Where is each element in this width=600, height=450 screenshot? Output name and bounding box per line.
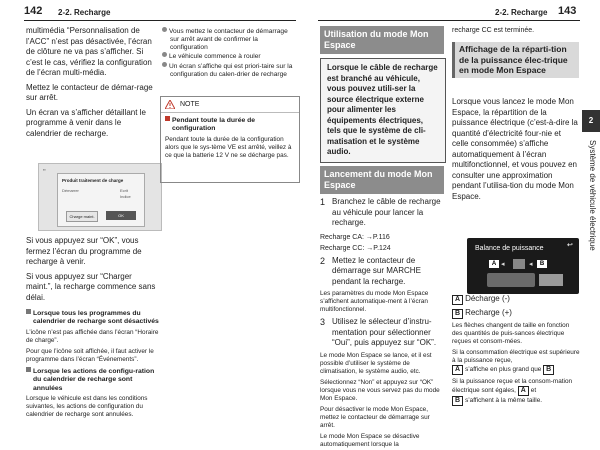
paragraph: Le mode Mon Espace se désactive automatiquement lorsque la bbox=[320, 432, 420, 448]
bullet-item: Le véhicule commence à rouler bbox=[162, 52, 296, 61]
paragraph: Si la consommation électrique est supérieure à la puissance reçue, bbox=[452, 349, 580, 364]
intro-box: Lorsque le câble de recharge est branché au véhicule, vous pouvez utili-ser la source électrique externe pour alimenter les équipements électriques, tels que le système de cli-matisation et le système audio. bbox=[320, 58, 446, 163]
column-2 bbox=[162, 27, 296, 80]
recharge-arrow-icon: ◂ bbox=[529, 261, 533, 268]
square-bullet-icon bbox=[26, 309, 31, 314]
label-b-box: B bbox=[543, 365, 554, 375]
legend-a: A Décharge (-) bbox=[452, 294, 580, 305]
label-b-box: B bbox=[452, 396, 463, 406]
left-page-number: 142 bbox=[24, 5, 43, 17]
note-heading: Pendant toute la durée de configuration bbox=[161, 113, 299, 134]
paragraph: Si vous appuyez sur “Charger maint.”, la recharge commence sans délai. bbox=[26, 271, 156, 302]
car-icon bbox=[487, 273, 535, 287]
paragraph: Si vous appuyez sur “OK”, vous fermez l’écran du programme de recharge à venir. bbox=[26, 236, 142, 266]
legend-b: B Recharge (+) bbox=[452, 308, 580, 319]
bullet-dot-icon bbox=[162, 52, 167, 57]
charge-schedule-screen bbox=[38, 163, 162, 231]
paragraph: Un écran va s’afficher détaillant le programme à venir dans le calendrier de recharge. bbox=[26, 107, 146, 138]
paragraph-inline: A s’affiche en plus grand que B bbox=[452, 365, 580, 375]
label-a: A bbox=[489, 260, 499, 268]
note-body: Pendant toute la durée de la configuration alors que le sys-tème VE est arrêté, veillez à ce que la batterie 12 V ne se décharge pas. bbox=[165, 135, 292, 159]
bullet-item: Vous mettez le contacteur de démarrage sur arrêt avant de confirmer la configuration bbox=[162, 27, 296, 51]
paragraph: Mettez le contacteur de démar-rage sur arrêt. bbox=[26, 82, 153, 102]
left-header-rule bbox=[24, 20, 296, 21]
subheading-config-cancelled: Lorsque les actions de configu-ration du calendrier de recharge sont annulées bbox=[26, 367, 160, 393]
paragraph: recharge CC est terminée. bbox=[452, 27, 535, 34]
back-icon[interactable]: ↩ bbox=[567, 242, 573, 249]
paragraph: Les paramètres du mode Mon Espace s’affichent automatique-ment à l’écran multifonctionnel. bbox=[320, 290, 429, 313]
step-3: 3 Utilisez le sélecteur d’instru-mentation pour sélectionner “Oui”, puis appuyez sur “OK”. bbox=[320, 317, 437, 347]
right-page-number: 143 bbox=[558, 5, 577, 17]
column-1 bbox=[26, 26, 158, 143]
paragraph: Le mode Mon Espace se lance, et il est possible d’utiliser le système de climatisation, le système audio, etc. bbox=[320, 351, 432, 375]
column-1-lower bbox=[26, 236, 160, 419]
label-a-box: A bbox=[452, 365, 463, 375]
chapter-tab: 2 bbox=[582, 110, 600, 132]
paragraph: Sélectionnez “Non” et appuyez sur “OK” lorsque vous ne vous servez pas du mode Mon Espace. bbox=[320, 378, 440, 402]
square-bullet-icon bbox=[165, 116, 170, 121]
warning-icon bbox=[165, 100, 175, 109]
note-title: NOTE bbox=[180, 101, 200, 108]
dialog-row-value: Ecrit bbox=[120, 188, 128, 193]
ref-dc: Recharge CC: →P.124 bbox=[320, 244, 391, 252]
outlet-icon bbox=[513, 259, 525, 269]
label-a-box: A bbox=[452, 295, 463, 305]
screen-title: Balance de puissance bbox=[475, 245, 544, 252]
discharge-arrow-icon: ◂ bbox=[501, 261, 505, 268]
paragraph-inline: B s’affichent à la même taille. bbox=[452, 396, 580, 406]
heading-power-distribution: Affichage de la réparti-tion de la puissance élec-trique en mode Mon Espace bbox=[452, 42, 579, 78]
paragraph: Les flèches changent de taille en fonction des quantités de puis-sances électrique reçues et consom-mées. bbox=[452, 322, 570, 345]
left-section-title: 2-2. Recharge bbox=[58, 8, 111, 17]
step-2: 2 Mettez le contacteur de démarrage sur MARCHE pendant la recharge. bbox=[320, 255, 421, 286]
label-a-box: A bbox=[518, 386, 529, 396]
charge-now-button[interactable]: Charge maint. bbox=[66, 211, 98, 222]
bullet-dot-icon bbox=[162, 27, 167, 32]
paragraph: Pour désactiver le mode Mon Espace, mettez le contacteur de démarrage sur arrêt. bbox=[320, 405, 430, 429]
dialog-row-label: Démarrer bbox=[62, 188, 79, 193]
paragraph-inline: Si la puissance reçue et la consom-mation électrique sont égales, A et bbox=[452, 378, 573, 394]
upcoming-charge-dialog bbox=[57, 173, 145, 227]
subheading-programs-disabled: Lorsque tous les programmes du calendrier de recharge sont désactivés bbox=[26, 309, 160, 327]
chapter-vertical-title: Système de véhicule électrique bbox=[588, 140, 597, 251]
charger-icon bbox=[539, 274, 563, 286]
right-header-rule bbox=[318, 20, 580, 21]
label-b-box: B bbox=[452, 309, 463, 319]
ref-ac: Recharge CA: →P.116 bbox=[320, 233, 390, 241]
column-4 bbox=[452, 97, 578, 206]
column-3 bbox=[320, 197, 444, 449]
step-1: 1 Branchez le câble de recharge au véhicule pour lancer la recharge. bbox=[320, 197, 441, 227]
bullet-dot-icon bbox=[162, 62, 167, 67]
note-header bbox=[161, 97, 299, 113]
column-4-lower bbox=[452, 294, 580, 406]
paragraph: L’icône n’est pas affichée dans l’écran “Horaire de charge”. bbox=[26, 328, 159, 344]
paragraph: Lorsque vous lancez le mode Mon Espace, la répartition de la puissance électrique (c’est-à-dire la quantité d’électricité four-nie et celle consommée) s’affiche automatiquement à l’écran multifonctionnel, et vous pouvez en consulter une approximation pendant l’utilisa-tion du mode Mon Espace. bbox=[452, 97, 578, 201]
power-balance-screen bbox=[467, 238, 579, 294]
paragraph: Pour que l’icône soit affichée, il faut activer le programme dans l’écran “Événements”. bbox=[26, 347, 154, 363]
heading-launch-mon-espace: Lancement du mode Mon Espace bbox=[320, 166, 444, 194]
square-bullet-icon bbox=[26, 367, 31, 372]
bullet-item: Un écran s’affiche qui est priori-taire sur la configuration du calen-drier de recharge bbox=[162, 62, 296, 79]
paragraph: Lorsque le véhicule est dans les conditions suivantes, les actions de configuration du calendrier de recharge sont annulées. bbox=[26, 395, 148, 419]
paragraph: multimédia “Personnalisation de l’ACC” n’est pas désactivée, l’écran de clôture ne va pas s’afficher. Si c’est le cas, vérifiez la configuration de l’écran multi-média. bbox=[26, 26, 152, 77]
label-b: B bbox=[537, 260, 547, 268]
dialog-title: Produit traitement de charge bbox=[62, 178, 124, 183]
dialog-row-value-2: Indice bbox=[120, 194, 131, 199]
ok-button[interactable]: OK bbox=[106, 211, 136, 220]
right-section-title: 2-2. Recharge bbox=[495, 8, 548, 17]
heading-mon-espace-usage: Utilisation du mode Mon Espace bbox=[320, 26, 444, 54]
screen-logo: ▪▪ bbox=[43, 167, 46, 172]
note-box bbox=[160, 96, 300, 183]
